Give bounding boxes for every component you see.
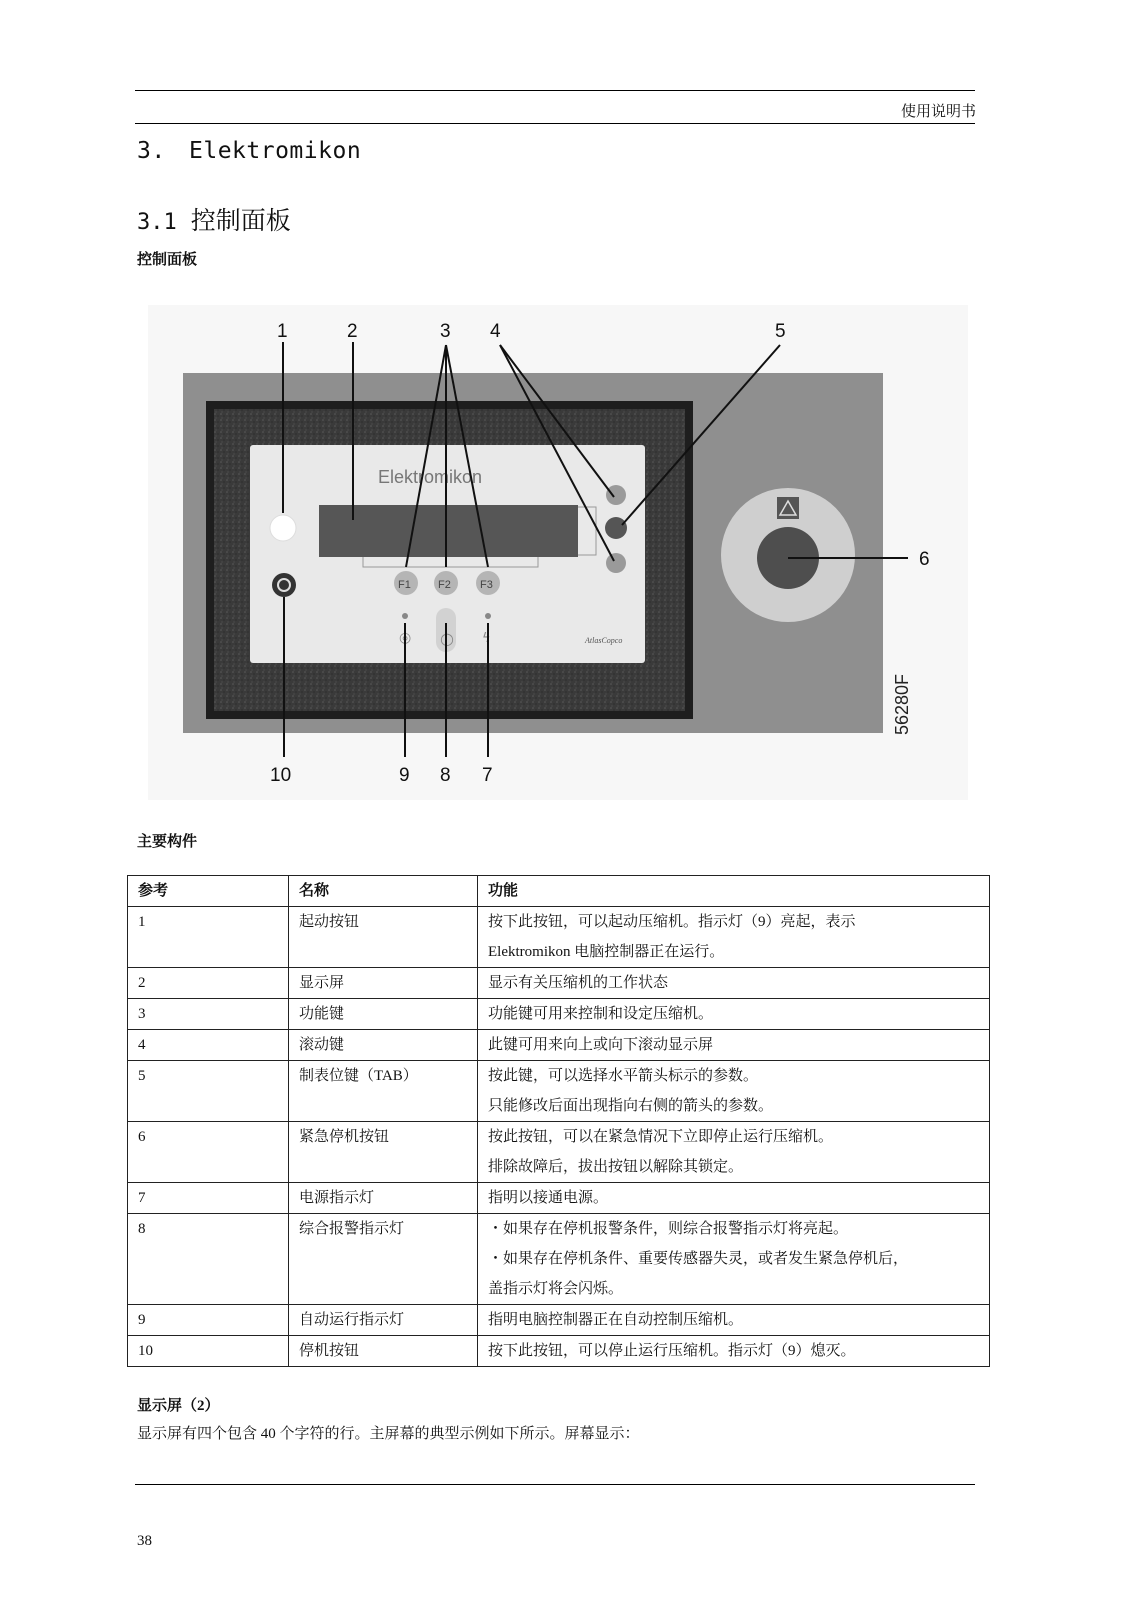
cell-function: [478, 968, 990, 999]
start-button: [270, 515, 296, 541]
cell-function: [478, 907, 990, 968]
cell-ref: 6: [128, 1122, 289, 1183]
table-row: [128, 1305, 990, 1336]
power-led: [485, 613, 491, 619]
table-caption: 主要构件: [137, 834, 198, 850]
callout-1: 1: [277, 321, 288, 342]
callout-4: 4: [490, 321, 501, 342]
cell-ref: 7: [128, 1183, 289, 1214]
cell-function-line: 指明电脑控制器正在自动控制压缩机。: [488, 1312, 744, 1328]
section-heading: [137, 138, 361, 164]
cell-function-line: 按下此按钮，可以停止运行压缩机。指示灯（9）熄灭。: [488, 1343, 856, 1359]
subsection-title: 控制面板: [190, 208, 291, 235]
cell-ref: 8: [128, 1214, 289, 1305]
table-row: [128, 999, 990, 1030]
lcd-display: [319, 505, 578, 557]
table-row: [128, 1336, 990, 1367]
panel-brand-text: Elektromikon: [378, 467, 483, 487]
cell-function-line: 此键可用来向上或向下滚动显示屏: [488, 1037, 714, 1053]
header-function: 功能: [478, 876, 990, 907]
cell-function-line: 指明以接通电源。: [488, 1190, 609, 1206]
cell-name: 起动按钮: [289, 907, 478, 968]
callout-3: 3: [440, 321, 451, 342]
stop-button: [272, 573, 296, 597]
cell-function: [478, 1061, 990, 1122]
cell-name: 显示屏: [289, 968, 478, 999]
cell-name: 紧急停机按钮: [289, 1122, 478, 1183]
table-row: [128, 1122, 990, 1183]
subsection-number: 3.1: [137, 210, 177, 235]
cell-ref: 1: [128, 907, 289, 968]
callout-7: 7: [482, 765, 493, 786]
cell-function-line: 只能修改后面出现指向右侧的箭头的参数。: [488, 1098, 774, 1114]
header-rule-bottom: [135, 123, 975, 124]
cell-function-line: ・如果存在停机条件、重要传感器失灵，或者发生紧急停机后，: [488, 1251, 909, 1267]
header-name: 名称: [289, 876, 478, 907]
section-title: Elektromikon: [189, 138, 362, 164]
callout-9: 9: [399, 765, 410, 786]
cell-function-line: ・如果存在停机报警条件，则综合报警指示灯将亮起。: [488, 1221, 849, 1237]
figure-code: 56280F: [892, 673, 912, 735]
cell-function-line: 按此按钮，可以在紧急情况下立即停止运行压缩机。: [488, 1129, 834, 1145]
cell-function-line: 盖指示灯将会闪烁。: [488, 1281, 624, 1297]
callout-2: 2: [347, 321, 358, 342]
control-panel-figure: [148, 305, 968, 800]
f2-key-label: F2: [438, 579, 451, 591]
header-ref: 参考: [128, 876, 289, 907]
figure-caption: 控制面板: [137, 252, 198, 268]
components-table: [127, 875, 990, 1367]
table-row: [128, 1183, 990, 1214]
table-row: [128, 1061, 990, 1122]
cell-ref: 5: [128, 1061, 289, 1122]
callout-5: 5: [775, 321, 786, 342]
cell-function-line: 按下此按钮，可以起动压缩机。指示灯（9）亮起，表示: [488, 914, 856, 930]
cell-function: [478, 999, 990, 1030]
cell-function-line: 显示有关压缩机的工作状态: [488, 975, 669, 991]
table-row: [128, 907, 990, 968]
cell-ref: 9: [128, 1305, 289, 1336]
svg-text:ϟ: ϟ: [482, 631, 491, 646]
cell-ref: 4: [128, 1030, 289, 1061]
cell-function: [478, 1183, 990, 1214]
cell-function: [478, 1122, 990, 1183]
f1-key-label: F1: [398, 579, 411, 591]
table-body: [128, 907, 990, 1367]
cell-name: 停机按钮: [289, 1336, 478, 1367]
scroll-up-key: [606, 485, 626, 505]
cell-function-line: Elektromikon 电脑控制器正在运行。: [488, 944, 725, 960]
cell-name: 自动运行指示灯: [289, 1305, 478, 1336]
callout-10: 10: [270, 765, 292, 786]
table-header-row: [128, 876, 990, 907]
footer-rule: [135, 1484, 975, 1485]
callout-6: 6: [919, 549, 930, 570]
svg-text:◎: ◎: [399, 630, 412, 646]
table-row: [128, 968, 990, 999]
page-number: 38: [137, 1533, 152, 1549]
cell-function: [478, 1214, 990, 1305]
cell-ref: 3: [128, 999, 289, 1030]
callout-8: 8: [440, 765, 451, 786]
display-section-text: 显示屏有四个包含 40 个字符的行。主屏幕的典型示例如下所示。屏幕显示：: [137, 1426, 640, 1442]
cell-function: [478, 1030, 990, 1061]
svg-text:○: ○: [440, 629, 454, 648]
table-row: [128, 1030, 990, 1061]
cell-name: 制表位键（TAB）: [289, 1061, 478, 1122]
cell-function: [478, 1305, 990, 1336]
section-number: 3.: [137, 138, 166, 164]
header-rule-top: [135, 90, 975, 91]
display-section-label: 显示屏（2）: [137, 1398, 220, 1414]
cell-ref: 2: [128, 968, 289, 999]
cell-function: [478, 1336, 990, 1367]
cell-name: 功能键: [289, 999, 478, 1030]
cell-function-line: 按此键，可以选择水平箭头标示的参数。: [488, 1068, 759, 1084]
cell-name: 电源指示灯: [289, 1183, 478, 1214]
f3-key-label: F3: [480, 579, 493, 591]
cell-name: 滚动键: [289, 1030, 478, 1061]
subsection-heading: [137, 201, 291, 237]
scroll-down-key: [606, 553, 626, 573]
atlas-copco-logo: AtlasCopco: [585, 636, 623, 645]
table-row: [128, 1214, 990, 1305]
tab-key: [605, 517, 627, 539]
cell-name: 综合报警指示灯: [289, 1214, 478, 1305]
cell-ref: 10: [128, 1336, 289, 1367]
cell-function-line: 功能键可用来控制和设定压缩机。: [488, 1006, 714, 1022]
cell-function-line: 排除故障后，拔出按钮以解除其锁定。: [488, 1159, 744, 1175]
header-title: 使用说明书: [900, 104, 976, 120]
auto-run-led: [402, 613, 408, 619]
